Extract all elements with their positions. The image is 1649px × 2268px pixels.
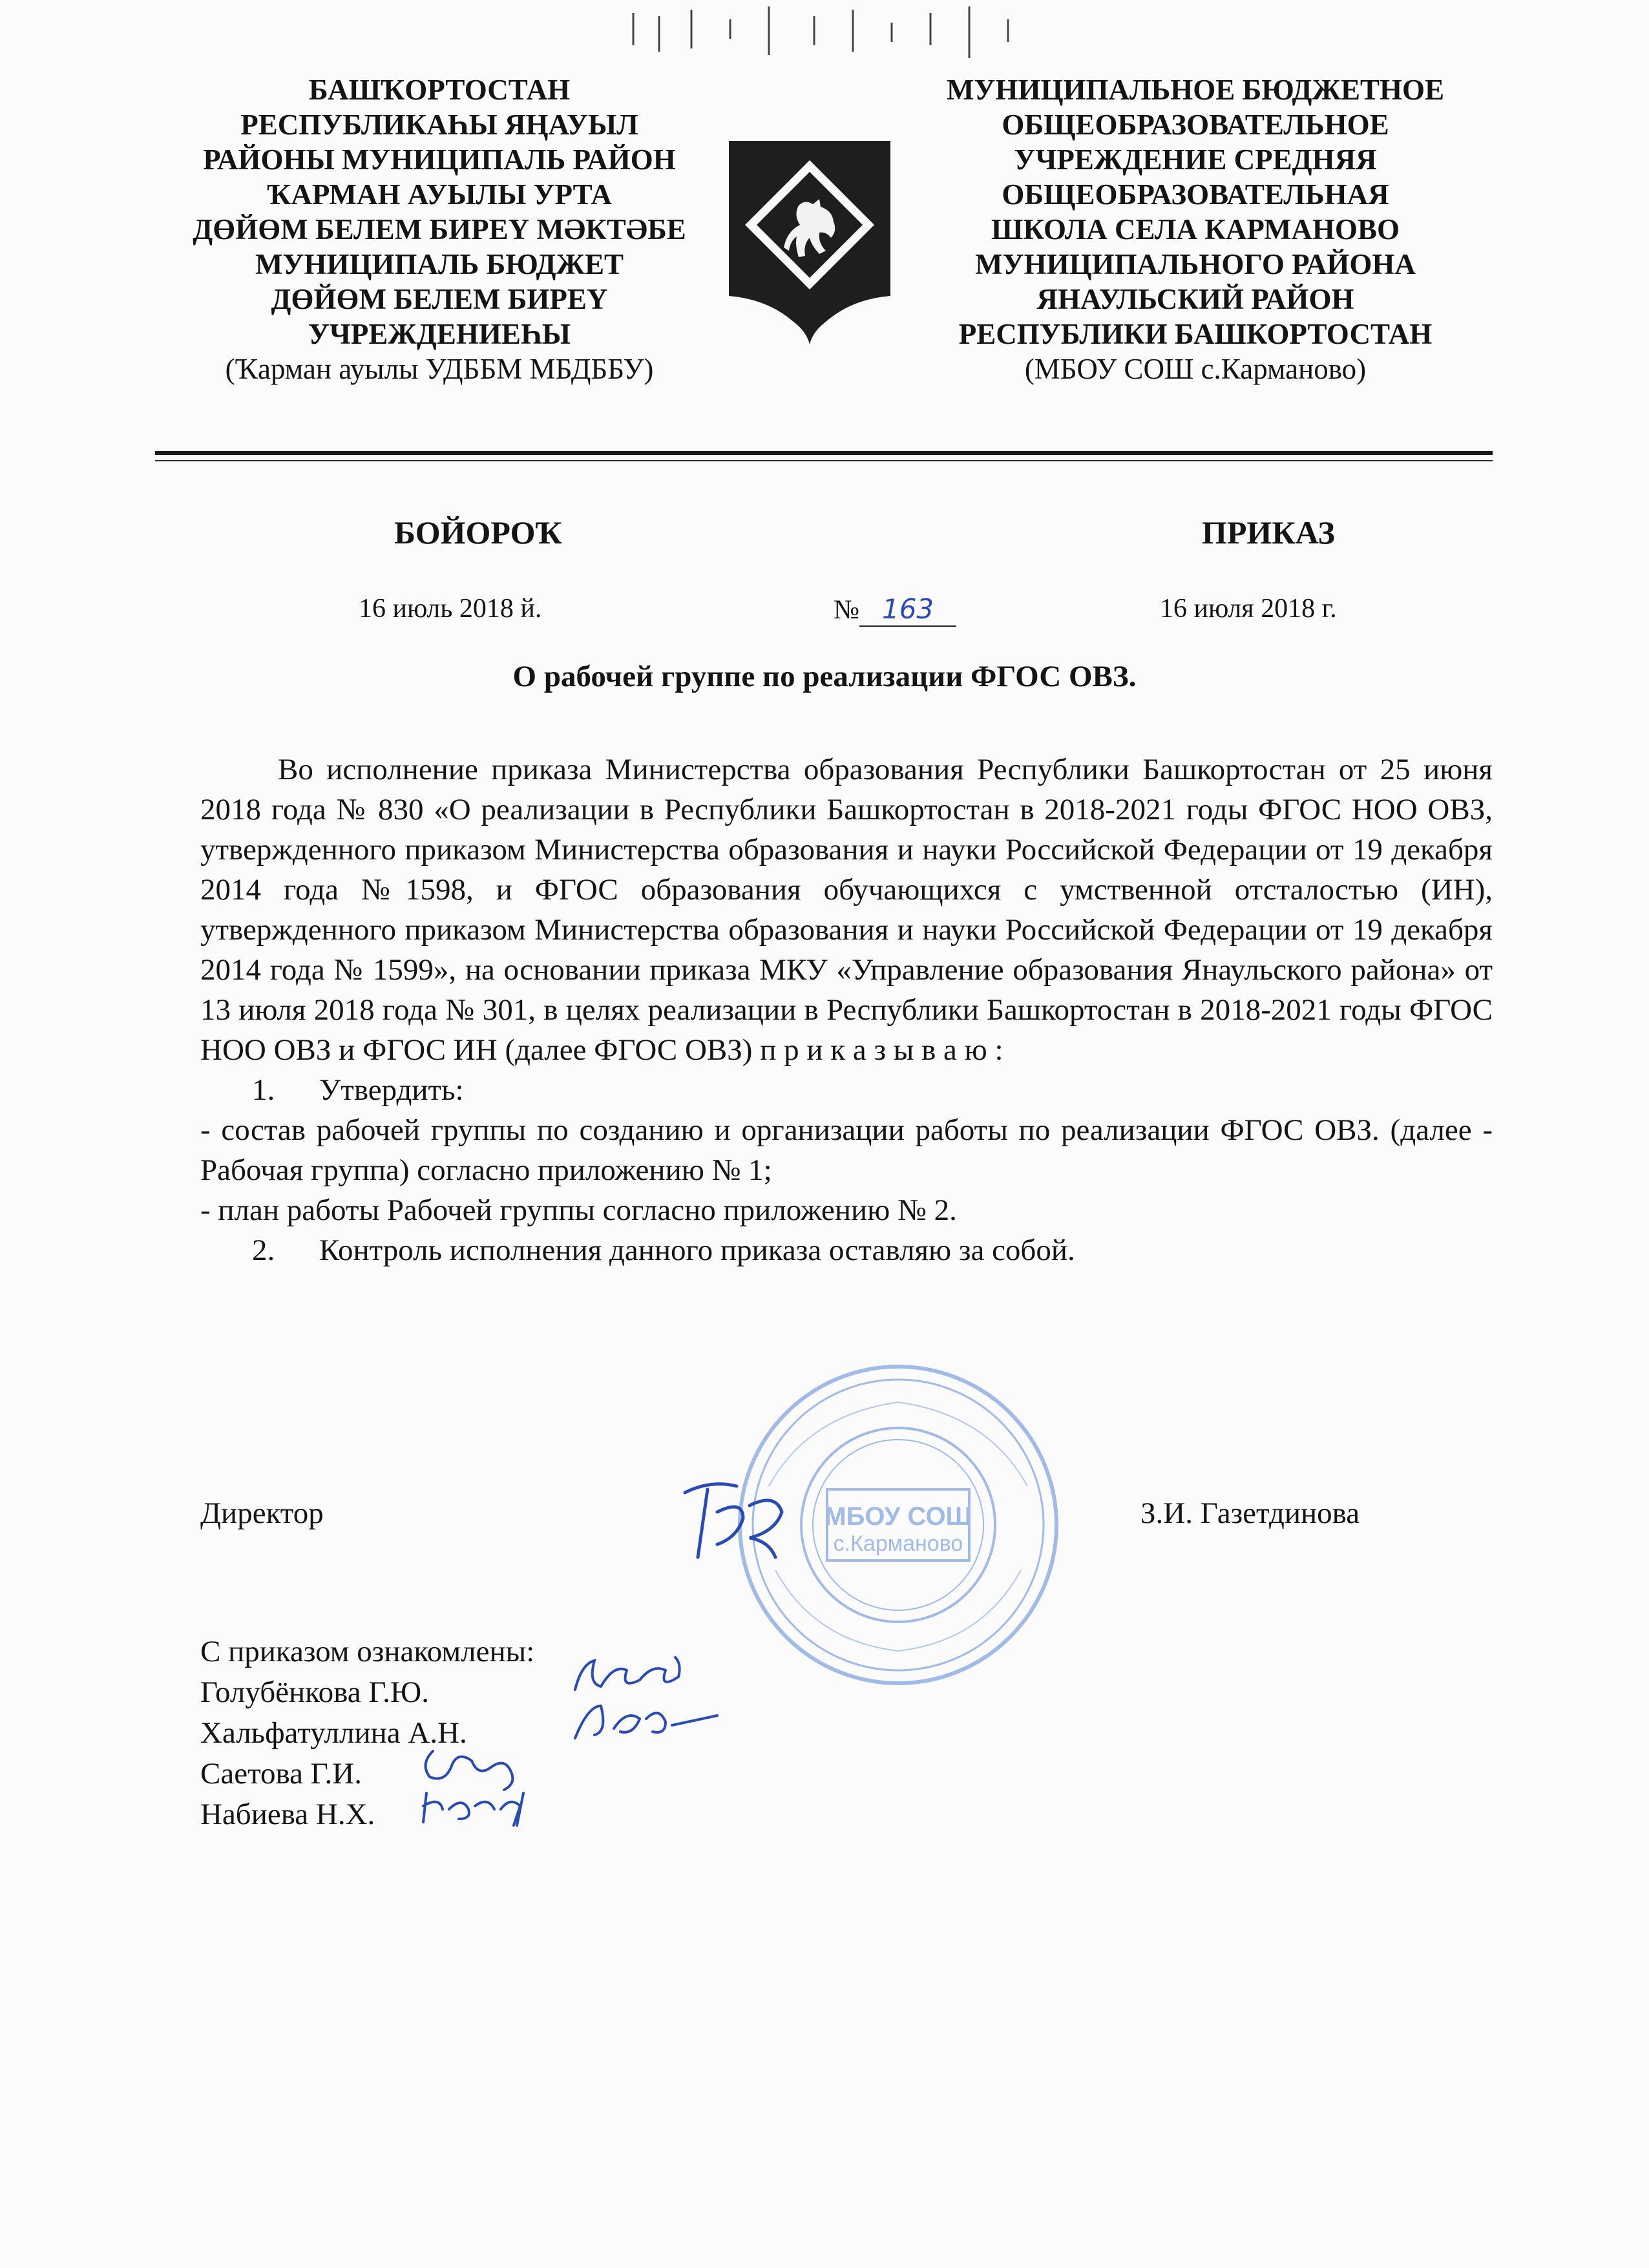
item-text: Контроль исполнения данного приказа оставляю за собой. (319, 1234, 1075, 1267)
acknowledgement-name: Хальфатуллина А.Н. (200, 1716, 467, 1750)
header-left-line: УЧРЕЖДЕНИЕҺЫ (308, 318, 571, 350)
doc-type-bashkir: БОЙОРОҠ (394, 514, 562, 551)
item-number: 2. (252, 1234, 275, 1267)
item-number: 1. (252, 1073, 275, 1107)
acknowledgement-name: Голубёнкова Г.Ю. (200, 1675, 429, 1709)
header-left (155, 72, 724, 386)
scan-artifact (620, 0, 1060, 65)
header-right-line: ОБЩЕОБРАЗОВАТЕЛЬНОЕ (1002, 109, 1389, 141)
header-left-line: ДӨЙӨМ БЕЛЕМ БИРЕҮ МӘКТӘБЕ (193, 213, 686, 246)
svg-text:с.Карманово: с.Карманово (833, 1531, 963, 1556)
director-label: Директор (200, 1496, 324, 1530)
header-right-line: РЕСПУБЛИКИ БАШКОРТОСТАН (958, 318, 1433, 350)
body-paragraph: Во исполнение приказа Министерства образования Республики Башкортостан от 25 июня 2018 года № 830 «О реализации в Республики Башкортостан в 2018-2021 годы ФГОС НОО ОВЗ, утвержденного приказом Министерства образования и науки Российской Федерации от 19 декабря 2014 года №1598, и ФГОС образования обучающихся с умственной отсталостью (ИН), утвержденного приказом Министерства образования и науки Российской Федерации от 19 декабря 2014 года № 1599», на основании приказа МКУ «Управление образования Янаульского района» от 13 июля 2018 года № 301, в целях реализации в Республики Башкортостан в 2018-2021 годы ФГОС НОО ОВЗ и ФГОС ИН (далее ФГОС ОВЗ) п р и к а з ы в а ю : (200, 753, 1493, 1067)
header-right-short-name: (МБОУ СОШ с.Карманово) (1024, 353, 1367, 385)
header-right-line: ОБЩЕОБРАЗОВАТЕЛЬНАЯ (1002, 178, 1389, 211)
header-right (892, 72, 1499, 386)
header-left-short-name: (Ҡарман ауылы УДББМ МБДББУ) (225, 353, 654, 385)
header-right-line: МУНИЦИПАЛЬНОГО РАЙОНА (975, 248, 1416, 280)
doc-type-russian: ПРИКАЗ (1202, 514, 1335, 551)
header-left-line: РЕСПУБЛИКАҺЫ ЯҢАУЫЛ (240, 109, 638, 141)
director-name: З.И. Газетдинова (1140, 1496, 1360, 1530)
header-left-line: МУНИЦИПАЛЬ БЮДЖЕТ (255, 248, 624, 280)
director-signature (672, 1467, 801, 1570)
date-russian: 16 июля 2018 г. (1160, 594, 1337, 624)
header-left-line: ҠАРМАН АУЫЛЫ УРТА (267, 178, 612, 211)
header-right-line: МУНИЦИПАЛЬНОЕ БЮДЖЕТНОЕ (946, 74, 1445, 106)
acknowledgement-name: Саетова Г.И. (200, 1757, 362, 1790)
svg-text:МБОУ СОШ: МБОУ СОШ (824, 1502, 972, 1531)
order-number-label: № (834, 595, 860, 625)
horse-emblem-icon (722, 134, 897, 348)
header-right-line: ШКОЛА СЕЛА КАРМАНОВО (991, 213, 1400, 246)
signature-nabieva (414, 1780, 543, 1832)
order-number (834, 593, 956, 627)
document-title: О рабочей группе по реализации ФГОС ОВЗ. (512, 660, 1137, 693)
order-item-2 (200, 1230, 1493, 1270)
header-right-line: УЧРЕЖДЕНИЕ СРЕДНЯЯ (1014, 143, 1377, 176)
item-text: Утвердить: (319, 1073, 464, 1107)
header-divider (155, 451, 1493, 455)
dash-item-2: - план работы Рабочей группы согласно приложению № 2. (200, 1193, 957, 1227)
header-left-line: БАШҠОРТОСТАН (308, 74, 571, 106)
header-left-line: ДӨЙӨМ БЕЛЕМ БИРЕҮ (271, 283, 608, 315)
order-number-value: 163 (881, 593, 934, 625)
header-divider-thin (155, 460, 1493, 461)
header-left-line: РАЙОНЫ МУНИЦИПАЛЬ РАЙОН (203, 143, 676, 176)
dash-item-1: - состав рабочей группы по созданию и организации работы по реализации ФГОС ОВЗ. (далее - Рабочая группа) согласно приложению № 1; (200, 1113, 1493, 1187)
order-item-1 (200, 1070, 1493, 1110)
signature-halfatullina (569, 1693, 724, 1751)
acknowledgement-name: Набиева Н.Х. (200, 1798, 375, 1831)
date-bashkir: 16 июль 2018 й. (359, 594, 542, 624)
document-body (200, 750, 1493, 1270)
acknowledgement-heading: С приказом ознакомлены: (200, 1635, 535, 1668)
header-right-line: ЯНАУЛЬСКИЙ РАЙОН (1036, 283, 1354, 315)
